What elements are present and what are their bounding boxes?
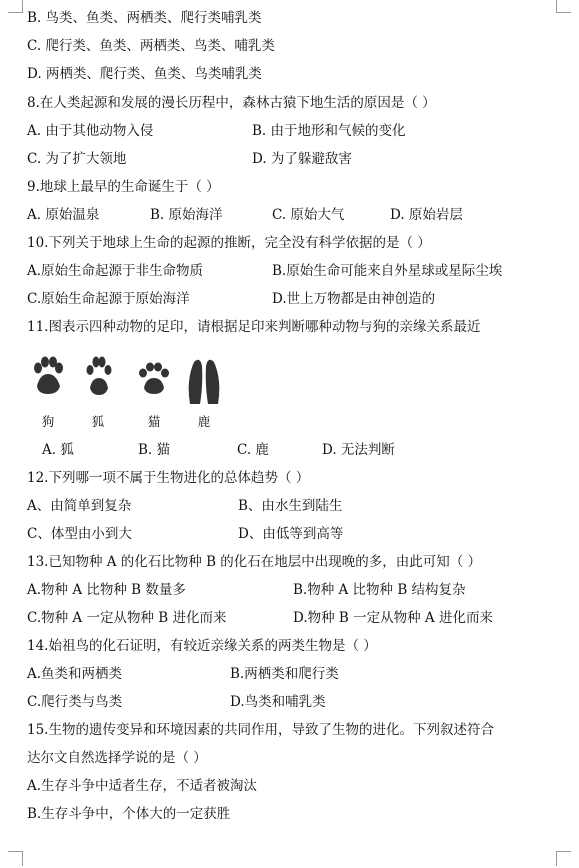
q12-option-c: C、体型由小到大 [27,526,132,542]
q8-option-d: D. 为了躲避敌害 [252,151,352,167]
question-10: 10.下列关于地球上生命的起源的推断，完全没有科学依据的是（ ） [27,235,431,251]
question-15-line-1: 15.生物的遗传变异和环境因素的共同作用，导致了生物的进化。下列叙述符合 [27,722,494,738]
q11-option-a: A. 狐 [42,442,74,458]
page-corner-mark [556,0,571,13]
question-8: 8.在人类起源和发展的漫长历程中，森林古猿下地生活的原因是（ ） [27,95,436,111]
q14-option-c: C.爬行类与鸟类 [27,694,123,710]
q11-option-d: D. 无法判断 [322,442,395,458]
q12-option-b: B、由水生到陆生 [238,498,343,514]
q10-option-a: A.原始生命起源于非生命物质 [27,263,204,279]
deer-hoof-print-icon [184,356,224,408]
footprint-label-fox: 狐 [91,414,105,429]
q9-option-a: A. 原始温泉 [27,207,100,223]
question-12: 12.下列哪一项不属于生物进化的总体趋势（ ） [27,470,310,486]
footprint-figure [28,356,228,428]
q9-option-b: B. 原始海洋 [150,207,223,223]
q8-option-c: C. 为了扩大领地 [27,151,127,167]
footprint-label-dog: 狗 [41,414,55,429]
q10-option-b: B.原始生命可能来自外星球或星际尘埃 [272,263,503,279]
q15-option-b: B.生存斗争中，个体大的一定获胜 [27,806,231,822]
q14-option-d: D.鸟类和哺乳类 [230,694,326,710]
option-line: B. 鸟类、鱼类、两栖类、爬行类哺乳类 [27,10,262,26]
q9-option-c: C. 原始大气 [272,207,345,223]
question-13: 13.已知物种 A 的化石比物种 B 的化石在地层中出现晚的多，由此可知（ ） [27,554,482,570]
q13-option-d: D.物种 B 一定从物种 A 进化而来 [293,610,493,626]
cat-paw-print-icon [134,356,174,400]
q8-option-b: B. 由于地形和气候的变化 [252,123,406,139]
q11-option-c: C. 鹿 [237,442,269,458]
q14-option-a: A.鱼类和两栖类 [27,666,123,682]
q8-option-a: A. 由于其他动物入侵 [27,123,154,139]
page-corner-mark [556,851,571,866]
question-14: 14.始祖鸟的化石证明，有较近亲缘关系的两类生物是（ ） [27,638,377,654]
question-9: 9.地球上最早的生命诞生于（ ） [27,179,220,195]
q13-option-c: C.物种 A 一定从物种 B 进化而来 [27,610,227,626]
q11-option-b: B. 猫 [138,442,171,458]
option-line: D. 两栖类、爬行类、鱼类、鸟类哺乳类 [27,66,262,82]
dog-paw-print-icon [28,356,68,400]
q14-option-b: B.两栖类和爬行类 [230,666,339,682]
q12-option-d: D、由低等到高等 [238,526,344,542]
fox-paw-print-icon [78,356,118,400]
q15-option-a: A.生存斗争中适者生存，不适者被淘汰 [27,778,258,794]
q10-option-d: D.世上万物都是由神创造的 [272,291,436,307]
page-corner-mark [8,0,23,13]
q13-option-b: B.物种 A 比物种 B 结构复杂 [293,582,466,598]
footprint-label-deer: 鹿 [197,414,211,429]
question-11: 11.图表示四种动物的足印，请根据足印来判断哪种动物与狗的亲缘关系最近 [27,319,481,335]
footprint-label-cat: 猫 [147,414,161,429]
q10-option-c: C.原始生命起源于原始海洋 [27,291,190,307]
question-15-line-2: 达尔文自然选择学说的是（ ） [27,750,207,766]
page-corner-mark [8,851,23,866]
option-line: C. 爬行类、鱼类、两栖类、鸟类、哺乳类 [27,38,275,54]
q13-option-a: A.物种 A 比物种 B 数量多 [27,582,186,598]
q12-option-a: A、由简单到复杂 [27,498,132,514]
q9-option-d: D. 原始岩层 [390,207,463,223]
